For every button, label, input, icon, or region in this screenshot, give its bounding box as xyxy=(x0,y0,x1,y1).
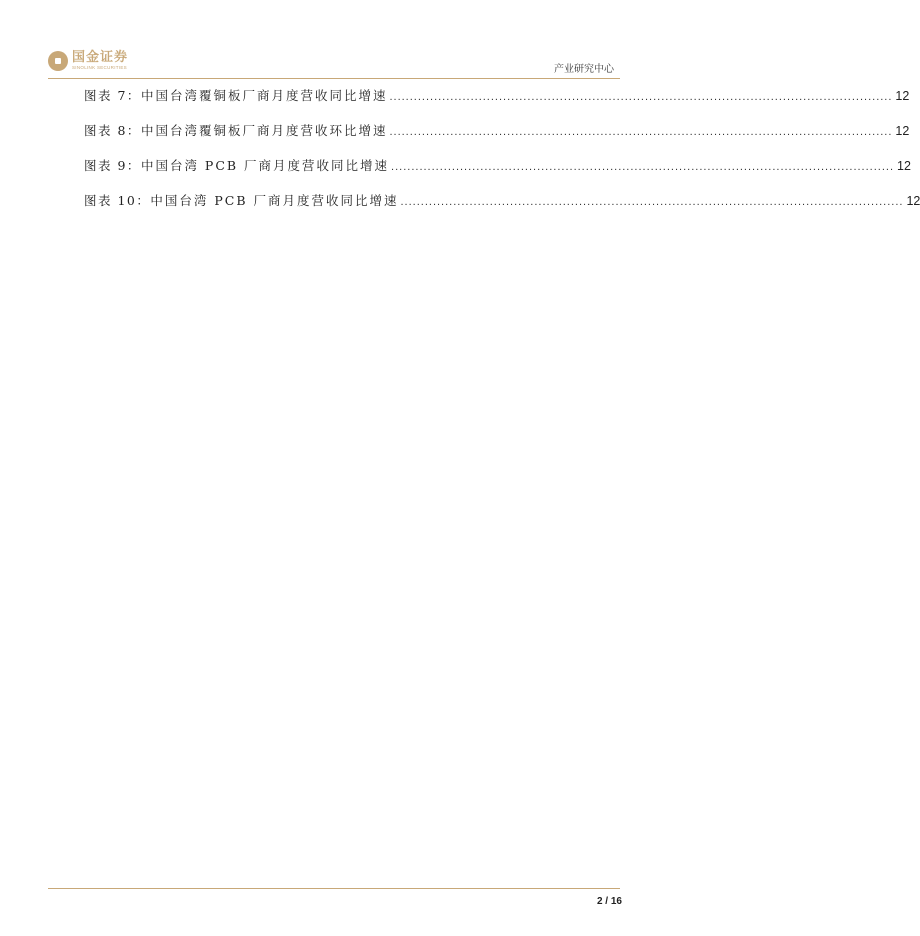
footer-divider xyxy=(48,888,620,889)
logo-cn: 国金证券 xyxy=(72,50,129,66)
toc-label: 图表 9： xyxy=(84,158,141,173)
toc-leader: ............................................................................................................................ xyxy=(400,196,904,208)
toc-entry[interactable] xyxy=(84,156,911,191)
toc-page: 12 xyxy=(895,124,910,138)
toc-label: 图表 10： xyxy=(84,193,151,208)
department-label: 产业研究中心 xyxy=(554,64,614,75)
logo-icon xyxy=(48,51,68,71)
toc-page: 12 xyxy=(906,194,920,208)
toc-entry[interactable] xyxy=(84,121,910,156)
toc-leader: ............................................................................................................................ xyxy=(389,126,893,138)
toc-title: 中国台湾覆铜板厂商月度营收环比增速 xyxy=(140,123,388,138)
toc-leader: ............................................................................................................................ xyxy=(389,91,893,103)
toc-page: 12 xyxy=(895,89,910,103)
table-of-figures xyxy=(84,86,920,226)
toc-leader: ............................................................................................................................ xyxy=(391,161,895,173)
toc-label: 图表 8： xyxy=(84,123,141,138)
toc-entry[interactable] xyxy=(84,86,910,121)
page-number: 2 / 16 xyxy=(596,896,622,907)
toc-title: 中国台湾 PCB 厂商月度营收同比增速 xyxy=(140,158,390,173)
page-header xyxy=(48,48,620,78)
toc-title: 中国台湾覆铜板厂商月度营收同比增速 xyxy=(140,88,388,103)
company-logo xyxy=(48,50,128,72)
header-divider xyxy=(48,78,620,79)
toc-label: 图表 7： xyxy=(84,88,141,103)
toc-entry[interactable] xyxy=(84,191,920,226)
toc-page: 12 xyxy=(897,159,911,173)
logo-text xyxy=(72,51,128,71)
toc-title: 中国台湾 PCB 厂商月度营收同比增速 xyxy=(150,193,399,208)
logo-en: SINOLINK SECURITIES xyxy=(72,65,127,71)
